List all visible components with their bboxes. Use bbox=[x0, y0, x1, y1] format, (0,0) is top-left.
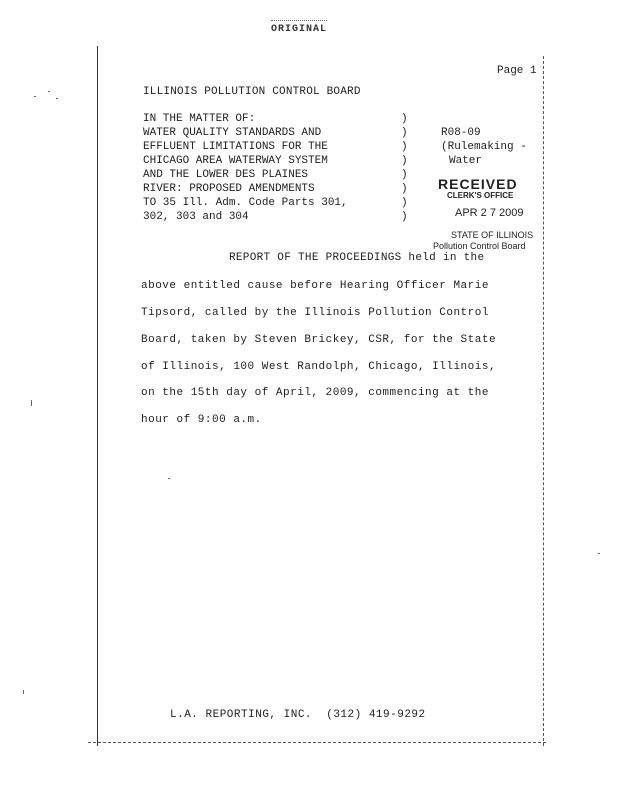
scan-speck bbox=[48, 91, 50, 92]
board-title: ILLINOIS POLLUTION CONTROL BOARD bbox=[143, 86, 361, 98]
caption-paren: ) bbox=[401, 197, 408, 209]
report-heading: REPORT OF THE PROCEEDINGS held in the bbox=[229, 252, 485, 264]
report-line: on the 15th day of April, 2009, commencing at the bbox=[141, 387, 489, 399]
original-stamp: ORIGINAL bbox=[271, 24, 328, 35]
scan-speck bbox=[598, 553, 600, 554]
received-stamp-title: RECEIVED bbox=[438, 176, 518, 192]
report-line: above entitled cause before Hearing Officer Marie bbox=[141, 280, 489, 292]
board-label: Pollution Control Board bbox=[433, 241, 526, 251]
caption-paren: ) bbox=[401, 141, 408, 153]
caption-line: IN THE MATTER OF: bbox=[143, 113, 256, 125]
scan-speck bbox=[56, 98, 58, 99]
caption-paren: ) bbox=[401, 155, 408, 167]
case-type: (Rulemaking - bbox=[441, 141, 527, 153]
caption-line: RIVER: PROPOSED AMENDMENTS bbox=[143, 183, 315, 195]
caption-paren: ) bbox=[401, 113, 408, 125]
clerks-office-label: CLERK'S OFFICE bbox=[447, 191, 514, 200]
reporter-footer: L.A. REPORTING, INC. (312) 419-9292 bbox=[170, 709, 426, 721]
page-frame-right bbox=[543, 56, 545, 746]
caption-paren: ) bbox=[401, 183, 408, 195]
state-label: STATE OF ILLINOIS bbox=[451, 230, 534, 240]
scan-speck bbox=[168, 478, 170, 479]
caption-line: TO 35 Ill. Adm. Code Parts 301, bbox=[143, 197, 348, 209]
scan-speck bbox=[34, 96, 36, 97]
caption-line: WATER QUALITY STANDARDS AND bbox=[143, 127, 322, 139]
report-line: hour of 9:00 a.m. bbox=[141, 414, 262, 426]
page-frame-left bbox=[97, 46, 98, 746]
caption-paren: ) bbox=[401, 169, 408, 181]
page-frame-bottom bbox=[88, 742, 546, 744]
page-number: Page 1 bbox=[497, 65, 537, 77]
received-date: APR 2 7 2009 bbox=[455, 207, 524, 219]
report-line: Tipsord, called by the Illinois Pollution Control bbox=[141, 307, 489, 319]
report-line: of Illinois, 100 West Randolph, Chicago, Illinois, bbox=[141, 361, 497, 373]
caption-paren: ) bbox=[401, 211, 408, 223]
report-line: Board, taken by Steven Brickey, CSR, for the State bbox=[141, 334, 497, 346]
case-type: Water bbox=[449, 155, 483, 167]
scan-speck bbox=[31, 400, 32, 406]
caption-line: EFFLUENT LIMITATIONS FOR THE bbox=[143, 141, 328, 153]
scan-speck bbox=[23, 690, 24, 694]
case-number: R08-09 bbox=[441, 127, 481, 139]
caption-line: CHICAGO AREA WATERWAY SYSTEM bbox=[143, 155, 328, 167]
caption-line: AND THE LOWER DES PLAINES bbox=[143, 169, 309, 181]
caption-paren: ) bbox=[401, 127, 408, 139]
caption-line: 302, 303 and 304 bbox=[143, 211, 249, 223]
